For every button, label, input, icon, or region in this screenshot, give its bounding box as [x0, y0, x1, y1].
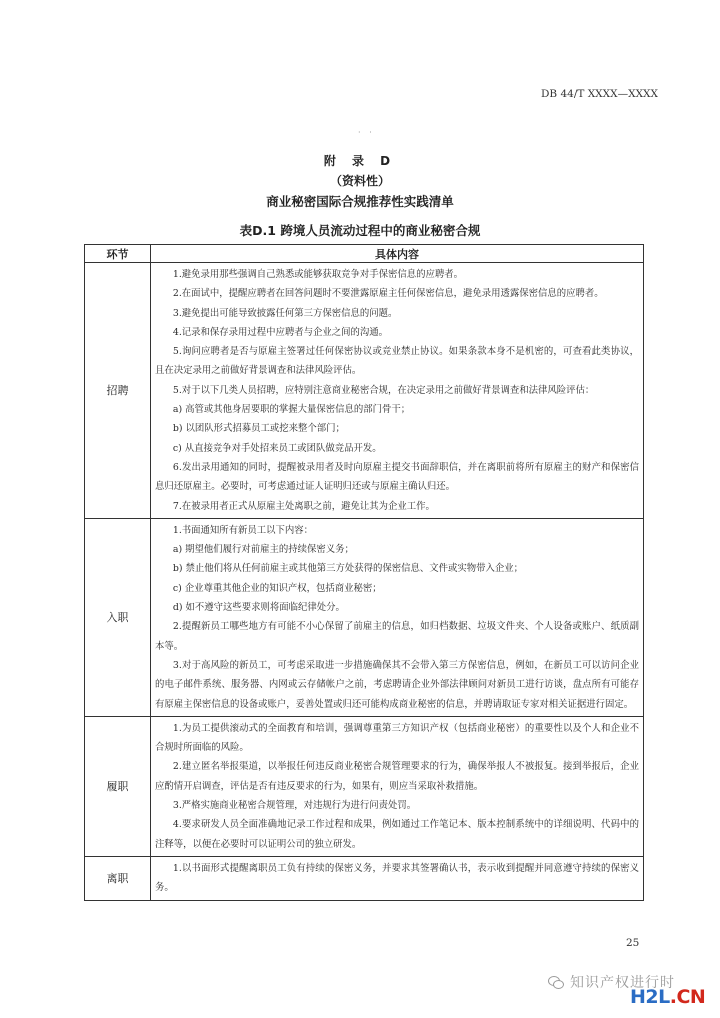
- content-line: 1.避免录用那些强调自己熟悉或能够获取竞争对手保密信息的应聘者。: [172, 269, 464, 280]
- content-line: c) 企业尊重其他企业的知识产权，包括商业秘密；: [172, 582, 382, 594]
- content-line: 5.询问应聘者是否与原雇主签署过任何保密协议或竞业禁止协议。如果条款本身不是机密的，可查看此类协议，且在决定录用之前做好背景调查和法律风险评估。: [155, 346, 639, 377]
- table-row: [85, 856, 644, 900]
- content-line: d) 如不遵守这些要求则将面临纪律处分。: [172, 602, 345, 614]
- content-line: 5.对于以下几类人员招聘，应特别注意商业秘密合规，在决定录用之前做好背景调查和法律风险评估：: [172, 384, 595, 396]
- table-body: [85, 263, 644, 901]
- content-line: c) 从直接竞争对手处招来员工或团队做竞品开发。: [172, 442, 382, 454]
- content-line: 3.严格实施商业秘密合规管理，对违规行为进行问责处罚。: [172, 800, 417, 812]
- page-number: 25: [626, 937, 640, 949]
- watermark-text: 知识产权进行时: [570, 975, 675, 991]
- table-caption: 表D.1 跨境人员流动过程中的商业秘密合规: [239, 223, 481, 238]
- appendix-nature: （资料性）: [329, 174, 390, 188]
- content-line: b) 禁止他们将从任何前雇主或其他第三方处获得的保密信息、文件或实物带入企业；: [172, 563, 524, 575]
- content-line: a) 期望他们履行对前雇主的持续保密义务；: [172, 544, 354, 556]
- content-line: 4.记录和保存录用过程中应聘者与企业之间的沟通。: [172, 326, 389, 338]
- content-line: b) 以团队形式招募员工或挖来整个部门；: [172, 423, 345, 435]
- stage-cell: 入职: [85, 518, 151, 716]
- content-line: 2.建立匿名举报渠道，以举报任何违反商业秘密合规管理要求的行为，确保举报人不被报复。接到举报后，企业应酌情开启调查，评估是否有违反要求的行为，如果有，则应当采取补救措施。: [155, 761, 639, 792]
- stage-cell: 履职: [85, 716, 151, 856]
- content-line: 6.发出录用通知的同时，提醒被录用者及时向原雇主提交书面辞职信，并在离职前将所有原雇主的财产和保密信息归还原雇主。必要时，可考虑通过证人证明归还或与原雇主确认归还。: [155, 461, 639, 493]
- stage-cell: 离职: [85, 856, 151, 900]
- content-cell: [151, 716, 644, 856]
- content-line: 1.书面通知所有新员工以下内容：: [172, 524, 314, 536]
- content-cell: [151, 518, 644, 716]
- logo-part-cn: .CN: [669, 986, 706, 1008]
- content-line: 1.以书面形式提醒离职员工负有持续的保密义务，并要求其签署确认书，表示收到提醒并同意遵守持续的保密义务。: [155, 862, 639, 894]
- header-content: 具体内容: [151, 245, 644, 263]
- content-line: a) 高管或其他身居要职的掌握大量保密信息的部门骨干；: [172, 404, 411, 416]
- compliance-table: [84, 244, 644, 901]
- content-line: 2.提醒新员工哪些地方有可能不小心保留了前雇主的信息，如归档数据、垃圾文件夹、个人设备或账户、纸质副本等。: [155, 621, 639, 652]
- header-stage: 环节: [85, 245, 151, 263]
- table-row: [85, 518, 644, 716]
- standard-code: DB 44/T XXXX—XXXX: [540, 88, 658, 100]
- stage-cell: 招聘: [85, 263, 151, 519]
- h2l-logo[interactable]: [630, 986, 705, 1008]
- content-line: 3.对于高风险的新员工，可考虑采取进一步措施确保其不会带入第三方保密信息，例如，在新员工可以访问企业的电子邮件系统、服务器、内网或云存储帐户之前，考虑聘请企业外部法律顾问对新员工进行访谈，盘点所有可能存有原雇主保密信息的设备或账户，妥善处置或归还可能构成商业秘密的信息，并聘请取证专家对相关证据进行固定。: [155, 659, 639, 710]
- table-header-row: [85, 245, 644, 263]
- table-row: [85, 716, 644, 856]
- content-line: 2.在面试中，提醒应聘者在回答问题时不要泄露原雇主任何保密信息，避免录用透露保密信息的应聘者。: [172, 288, 604, 300]
- content-line: 7.在被录用者正式从原雇主处离职之前，避免让其为企业工作。: [172, 500, 435, 512]
- table-row: [85, 263, 644, 519]
- appendix-title: 商业秘密国际合规推荐性实践清单: [266, 194, 454, 209]
- content-cell: [151, 856, 644, 900]
- logo-part-h2l: H2L: [630, 986, 670, 1008]
- decorative-dots: · ·: [358, 128, 375, 137]
- content-line: 3.避免提出可能导致披露任何第三方保密信息的问题。: [172, 307, 398, 319]
- content-line: 1.为员工提供滚动式的全面教育和培训，强调尊重第三方知识产权（包括商业秘密）的重要性以及个人和企业不合规时所面临的风险。: [155, 722, 639, 754]
- content-cell: [151, 263, 644, 519]
- content-line: 4.要求研发人员全面准确地记录工作过程和成果，例如通过工作笔记本、版本控制系统中的详细说明、代码中的注释等，以便在必要时可以证明公司的独立研发。: [155, 819, 639, 850]
- appendix-label: 附 录 D: [323, 154, 397, 168]
- wechat-icon: [548, 976, 564, 989]
